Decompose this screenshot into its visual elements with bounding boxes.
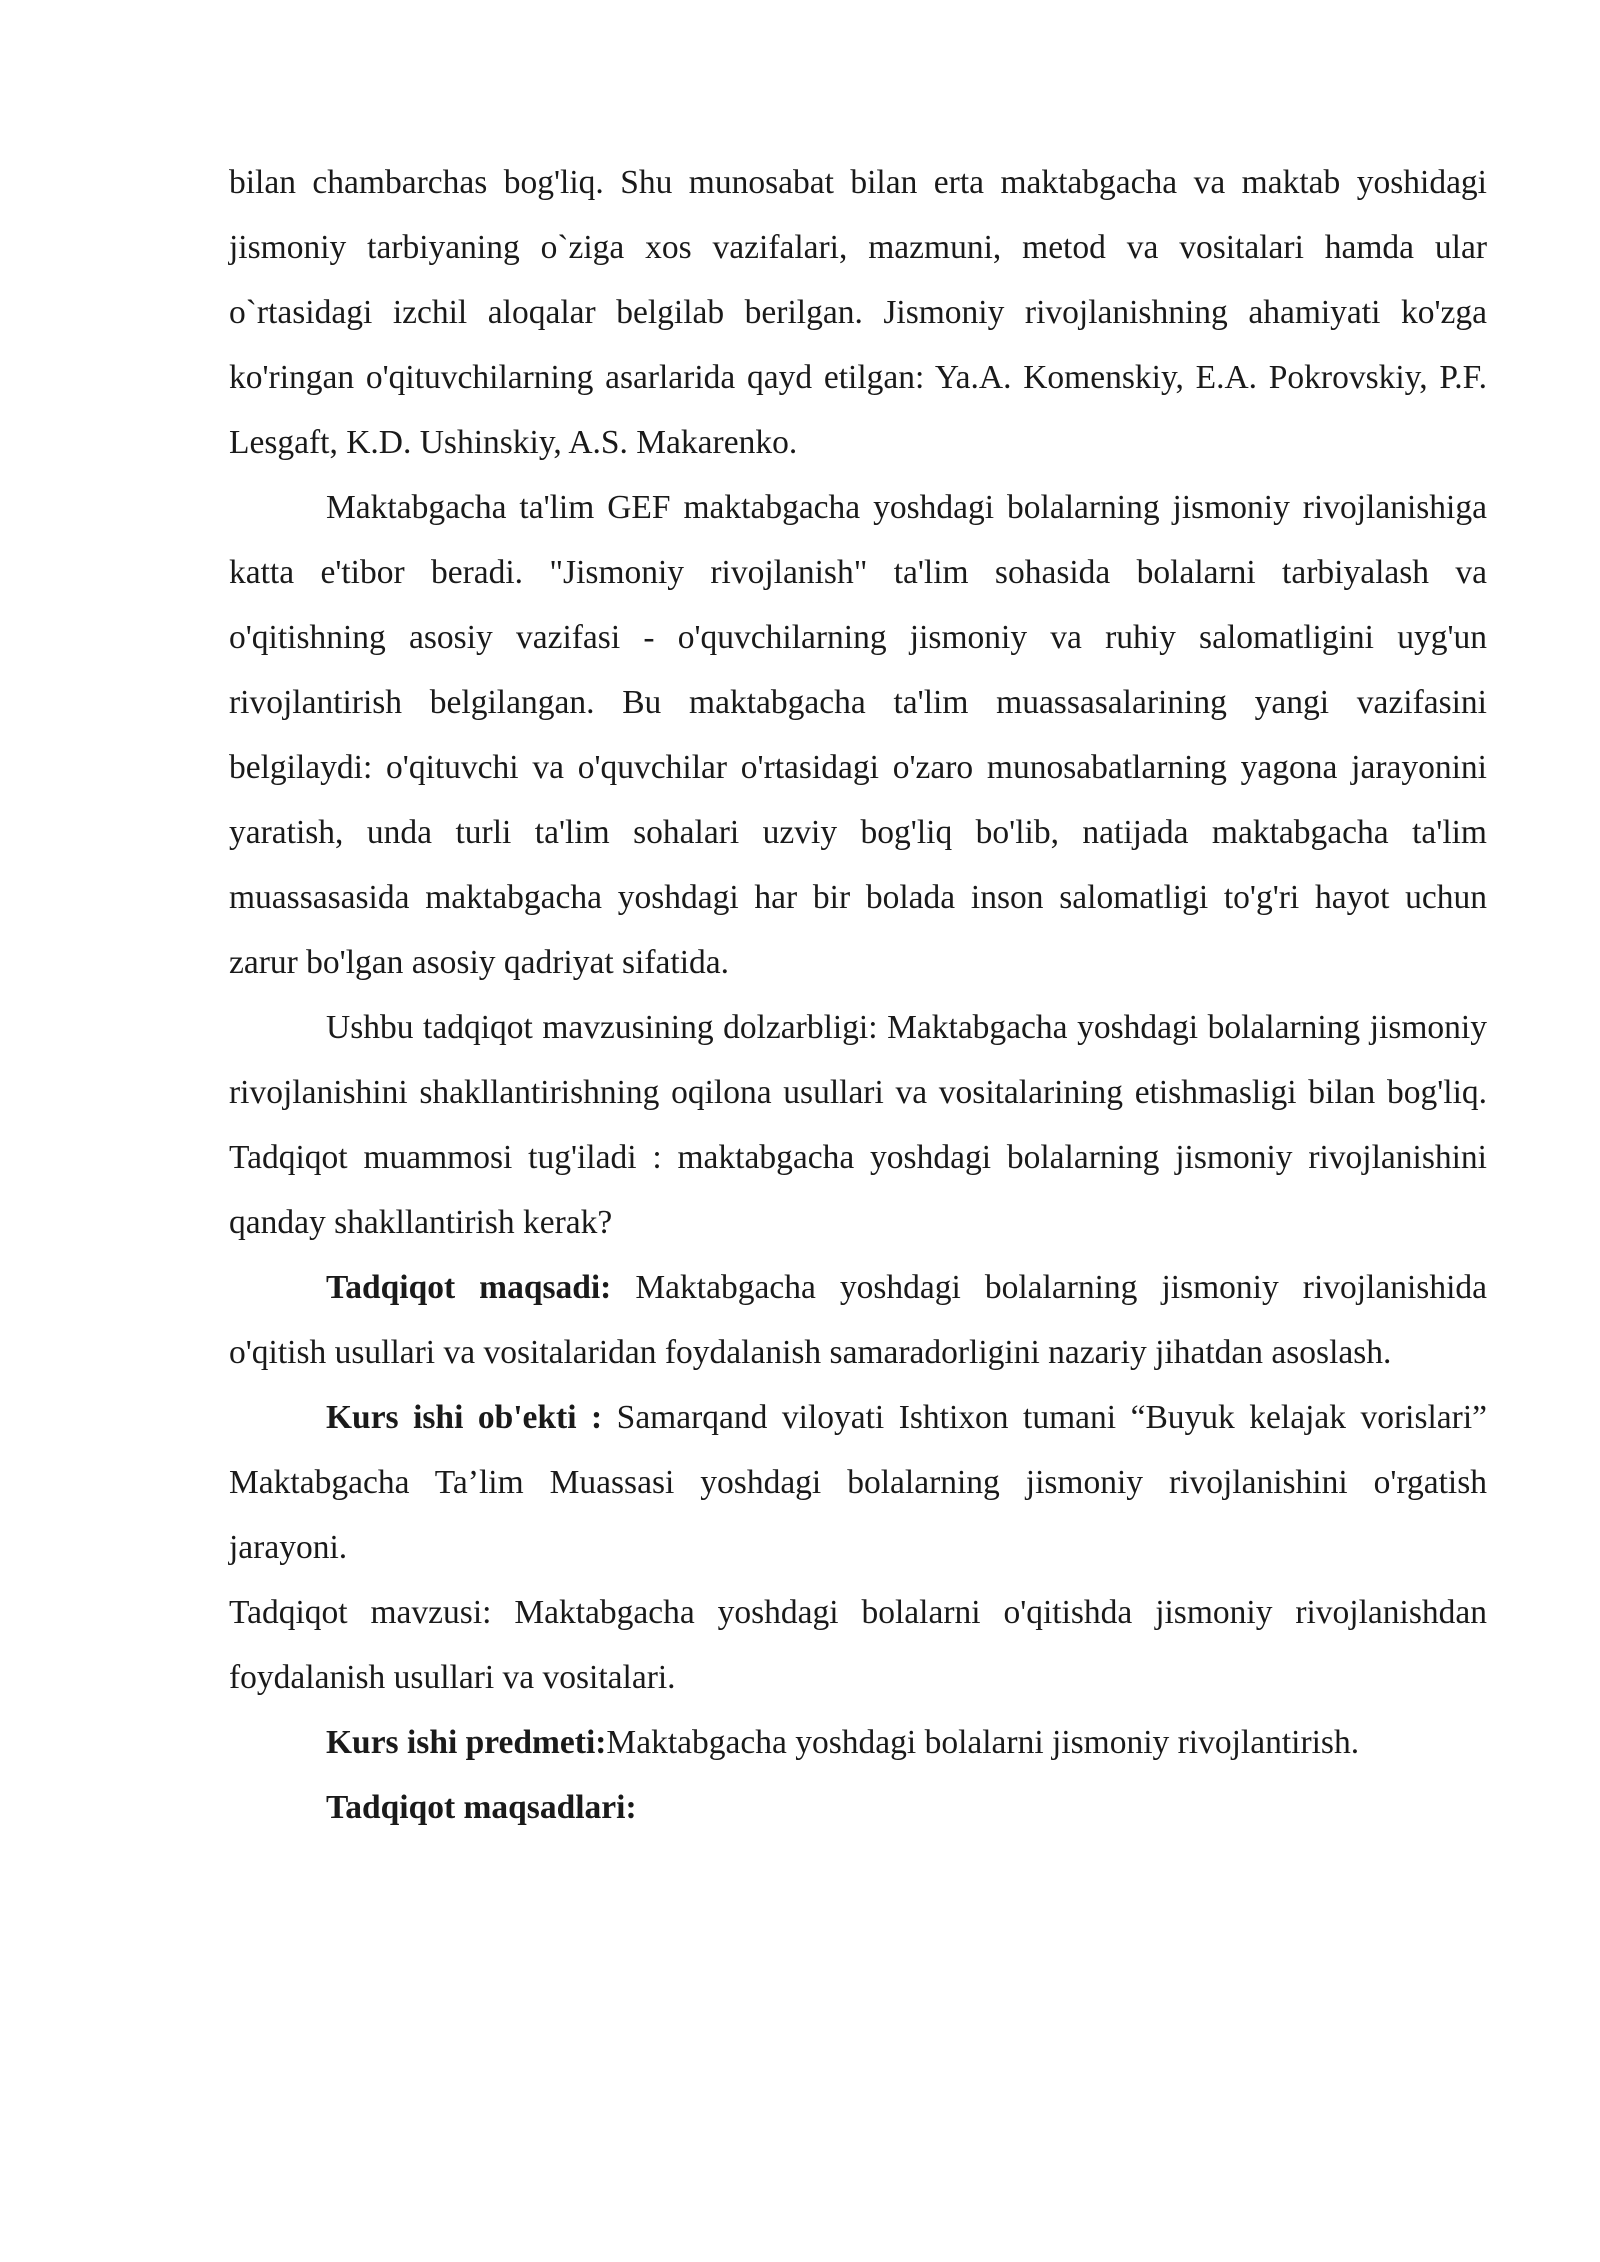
paragraph-research-topic [229,1580,1487,1710]
research-goal-text: Maktabgacha yoshdagi bolalarning jismoniy rivojlanishida o'qitish usullari va vositalaridan foydalanish samaradorligini nazariy jihatdan asoslash. [229,1269,1488,1371]
research-objectives-heading: Tadqiqot maqsadlari: [326,1789,637,1826]
paragraph-text: Ushbu tadqiqot mavzusining dolzarbligi: Maktabgacha yoshdagi bolalarning jismoniy rivojlanishini shakllantirishning oqilona usullari va vositalarining etishmasligi bilan bog'liq. Tadqiqot muammosi tug'iladi : maktabgacha yoshdagi bolalarning jismoniy rivojlanishini qanday shakllantirish kerak? [229,1009,1487,1241]
paragraph-research-goal [229,1255,1487,1385]
paragraph-course-subject [229,1710,1487,1775]
research-goal-heading: Tadqiqot maqsadi: [326,1269,612,1306]
document-body [229,150,1487,1840]
paragraph-intro-continuation [229,150,1487,475]
paragraph-text: Maktabgacha ta'lim GEF maktabgacha yoshdagi bolalarning jismoniy rivojlanishiga katta e'tibor beradi. "Jismoniy rivojlanish" ta'lim sohasida bolalarni tarbiyalash va o'qitishning asosiy vazifasi - o'quvchilarning jismoniy va ruhiy salomatligini uyg'un rivojlantirish belgilangan. Bu maktabgacha ta'lim muassasalarining yangi vazifasini belgilaydi: o'qituvchi va o'quvchilar o'rtasidagi o'zaro munosabatlarning yagona jarayonini yaratish, unda turli ta'lim sohalari uzviy bog'liq bo'lib, natijada maktabgacha ta'lim muassasasida maktabgacha yoshdagi har bir bolada inson salomatligi to'g'ri hayot uchun zarur bo'lgan asosiy qadriyat sifatida. [229,489,1487,981]
research-topic-text: Tadqiqot mavzusi: Maktabgacha yoshdagi bolalarni o'qitishda jismoniy rivojlanishdan foydalanish usullari va vositalari. [229,1594,1487,1696]
course-object-text: Samarqand viloyati Ishtixon tumani “Buyuk kelajak vorislari” Maktabgacha Ta’lim Muassasi yoshdagi bolalarning jismoniy rivojlanishini o'rgatish jarayoni. [229,1399,1488,1566]
course-subject-text: Maktabgacha yoshdagi bolalarni jismoniy rivojlantirish. [606,1724,1360,1761]
course-object-heading: Kurs ishi ob'ekti : [326,1399,603,1436]
course-subject-heading: Kurs ishi predmeti: [326,1724,607,1761]
paragraph-research-objectives [229,1775,1487,1840]
paragraph-relevance [229,995,1487,1255]
paragraph-course-object [229,1385,1487,1580]
paragraph-gef-physical-development [229,475,1487,995]
paragraph-text: bilan chambarchas bog'liq. Shu munosabat bilan erta maktabgacha va maktab yoshidagi jismoniy tarbiyaning o`ziga xos vazifalari, mazmuni, metod va vositalari hamda ular o`rtasidagi izchil aloqalar belgilab berilgan. Jismoniy rivojlanishning ahamiyati ko'zga ko'ringan o'qituvchilarning asarlarida qayd etilgan: Ya.A. Komenskiy, E.A. Pokrovskiy, P.F. Lesgaft, K.D. Ushinskiy, A.S. Makarenko. [229,164,1487,461]
